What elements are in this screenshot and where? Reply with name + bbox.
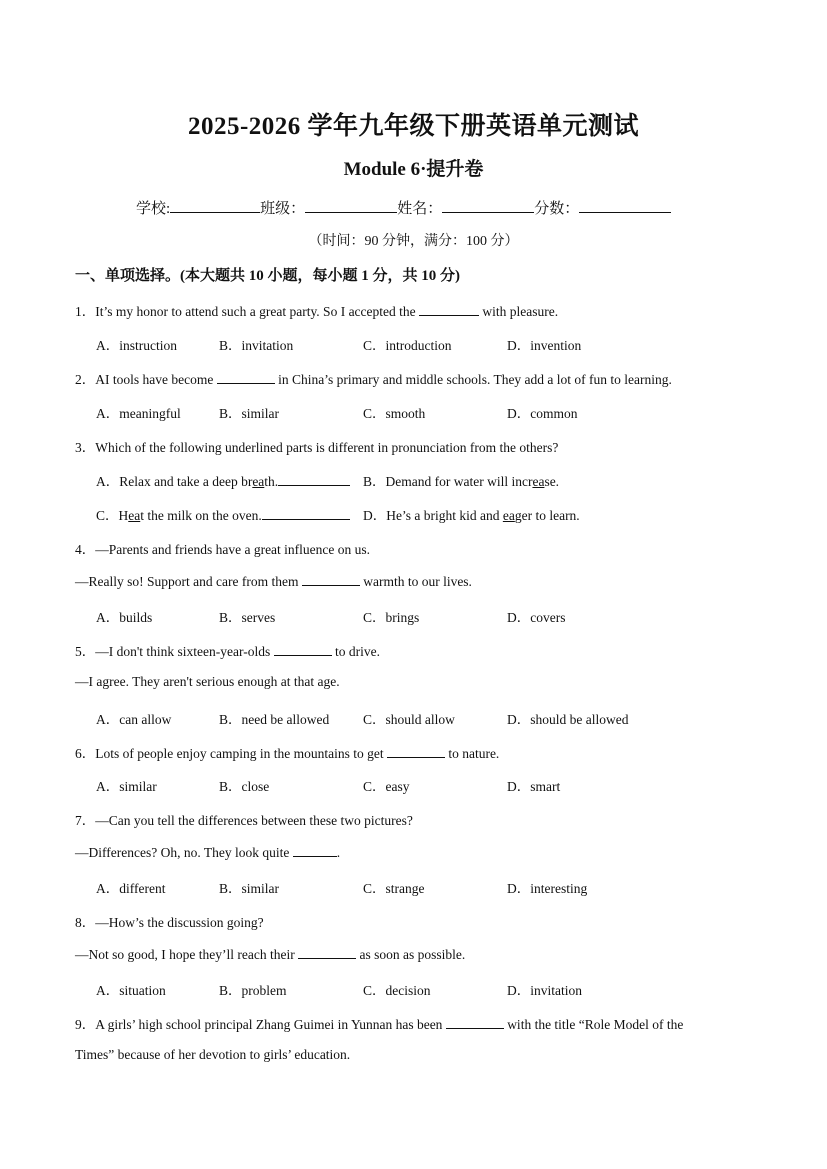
- option-d[interactable]: D．invitation: [507, 983, 582, 998]
- answer-blank: [298, 945, 356, 959]
- option-d[interactable]: D．should be allowed: [507, 712, 629, 727]
- option-b[interactable]: B．Demand for water will increase.: [363, 474, 560, 489]
- option-b[interactable]: B．serves: [219, 610, 276, 625]
- school-label: 学校:: [136, 201, 171, 217]
- spacer-line: [262, 506, 350, 520]
- answer-blank: [419, 302, 479, 316]
- section-title: 一、单项选择。(本大题共 10 小题，每小题 1 分，共 10 分): [75, 268, 460, 284]
- option-c[interactable]: C．strange: [363, 881, 425, 896]
- question-5-line-2: —I agree. They aren't serious enough at that age.: [75, 674, 340, 689]
- score-label: 分数：: [534, 201, 580, 217]
- option-a[interactable]: A．can allow: [96, 712, 172, 727]
- answer-blank: [217, 370, 275, 384]
- option-b[interactable]: B．similar: [219, 406, 279, 421]
- option-a[interactable]: A．meaningful: [96, 406, 181, 421]
- option-d[interactable]: D．He’s a bright kid and eager to learn.: [363, 508, 580, 523]
- option-c[interactable]: C．easy: [363, 779, 410, 794]
- option-c[interactable]: C．decision: [363, 983, 431, 998]
- option-c[interactable]: C．introduction: [363, 338, 452, 353]
- option-a[interactable]: A．builds: [96, 610, 153, 625]
- name-label: 姓名：: [397, 201, 443, 217]
- option-b[interactable]: B．invitation: [219, 338, 294, 353]
- school-blank[interactable]: [170, 197, 260, 213]
- time-note: （时间：90 分钟，满分：100 分）: [308, 234, 519, 249]
- question-8-line-1: 8．—How’s the discussion going?: [75, 915, 264, 930]
- class-label: 班级：: [260, 201, 306, 217]
- option-c[interactable]: C．should allow: [363, 712, 455, 727]
- question-4-line-2: —Really so! Support and care from them warmth to our lives.: [75, 574, 472, 589]
- option-a[interactable]: A．different: [96, 881, 166, 896]
- question-3-stem: 3．Which of the following underlined parts is different in pronunciation from the others?: [75, 440, 559, 455]
- option-a[interactable]: A．situation: [96, 983, 166, 998]
- answer-blank: [446, 1015, 504, 1029]
- student-info-row: [136, 197, 671, 218]
- class-blank[interactable]: [305, 197, 397, 213]
- option-c[interactable]: C．Heat the milk on the oven.: [96, 504, 350, 524]
- spacer-line: [278, 472, 350, 486]
- option-d[interactable]: D．covers: [507, 610, 566, 625]
- question-9-line-2: Times” because of her devotion to girls’ education.: [75, 1047, 351, 1062]
- answer-blank: [274, 642, 332, 656]
- option-c[interactable]: C．brings: [363, 610, 420, 625]
- question-7-line-1: 7．—Can you tell the differences between these two pictures?: [75, 813, 413, 828]
- page-subtitle: Module 6·提升卷: [343, 159, 484, 180]
- question-7-line-2: —Differences? Oh, no. They look quite .: [75, 845, 341, 860]
- answer-blank: [387, 744, 445, 758]
- option-d[interactable]: D．interesting: [507, 881, 588, 896]
- question-8-line-2: —Not so good, I hope they’ll reach their as soon as possible.: [75, 947, 466, 962]
- option-c[interactable]: C．smooth: [363, 406, 426, 421]
- option-b[interactable]: B．problem: [219, 983, 287, 998]
- answer-blank: [293, 843, 337, 857]
- page-title: 2025-2026 学年九年级下册英语单元测试: [187, 113, 640, 140]
- score-blank[interactable]: [579, 197, 671, 213]
- question-5-line-1: 5．—I don't think sixteen-year-olds to drive.: [75, 644, 380, 659]
- option-d[interactable]: D．common: [507, 406, 578, 421]
- option-b[interactable]: B．similar: [219, 881, 279, 896]
- option-b[interactable]: B．close: [219, 779, 270, 794]
- question-1-stem: 1．It’s my honor to attend such a great party. So I accepted the with pleasure.: [75, 304, 559, 319]
- question-2-stem: 2．AI tools have become in China’s primary and middle schools. They add a lot of fun to learning.: [75, 372, 672, 387]
- question-6-stem: 6．Lots of people enjoy camping in the mountains to get to nature.: [75, 746, 500, 761]
- option-a[interactable]: A．similar: [96, 779, 157, 794]
- option-d[interactable]: D．smart: [507, 779, 561, 794]
- question-4-line-1: 4．—Parents and friends have a great influence on us.: [75, 542, 371, 557]
- option-a[interactable]: A．Relax and take a deep breath.: [96, 470, 350, 490]
- option-b[interactable]: B．need be allowed: [219, 712, 330, 727]
- name-blank[interactable]: [442, 197, 534, 213]
- answer-blank: [302, 572, 360, 586]
- option-d[interactable]: D．invention: [507, 338, 582, 353]
- option-a[interactable]: A．instruction: [96, 338, 177, 353]
- question-9-line-1: 9．A girls’ high school principal Zhang Guimei in Yunnan has been with the title “Role Model of the: [75, 1017, 684, 1032]
